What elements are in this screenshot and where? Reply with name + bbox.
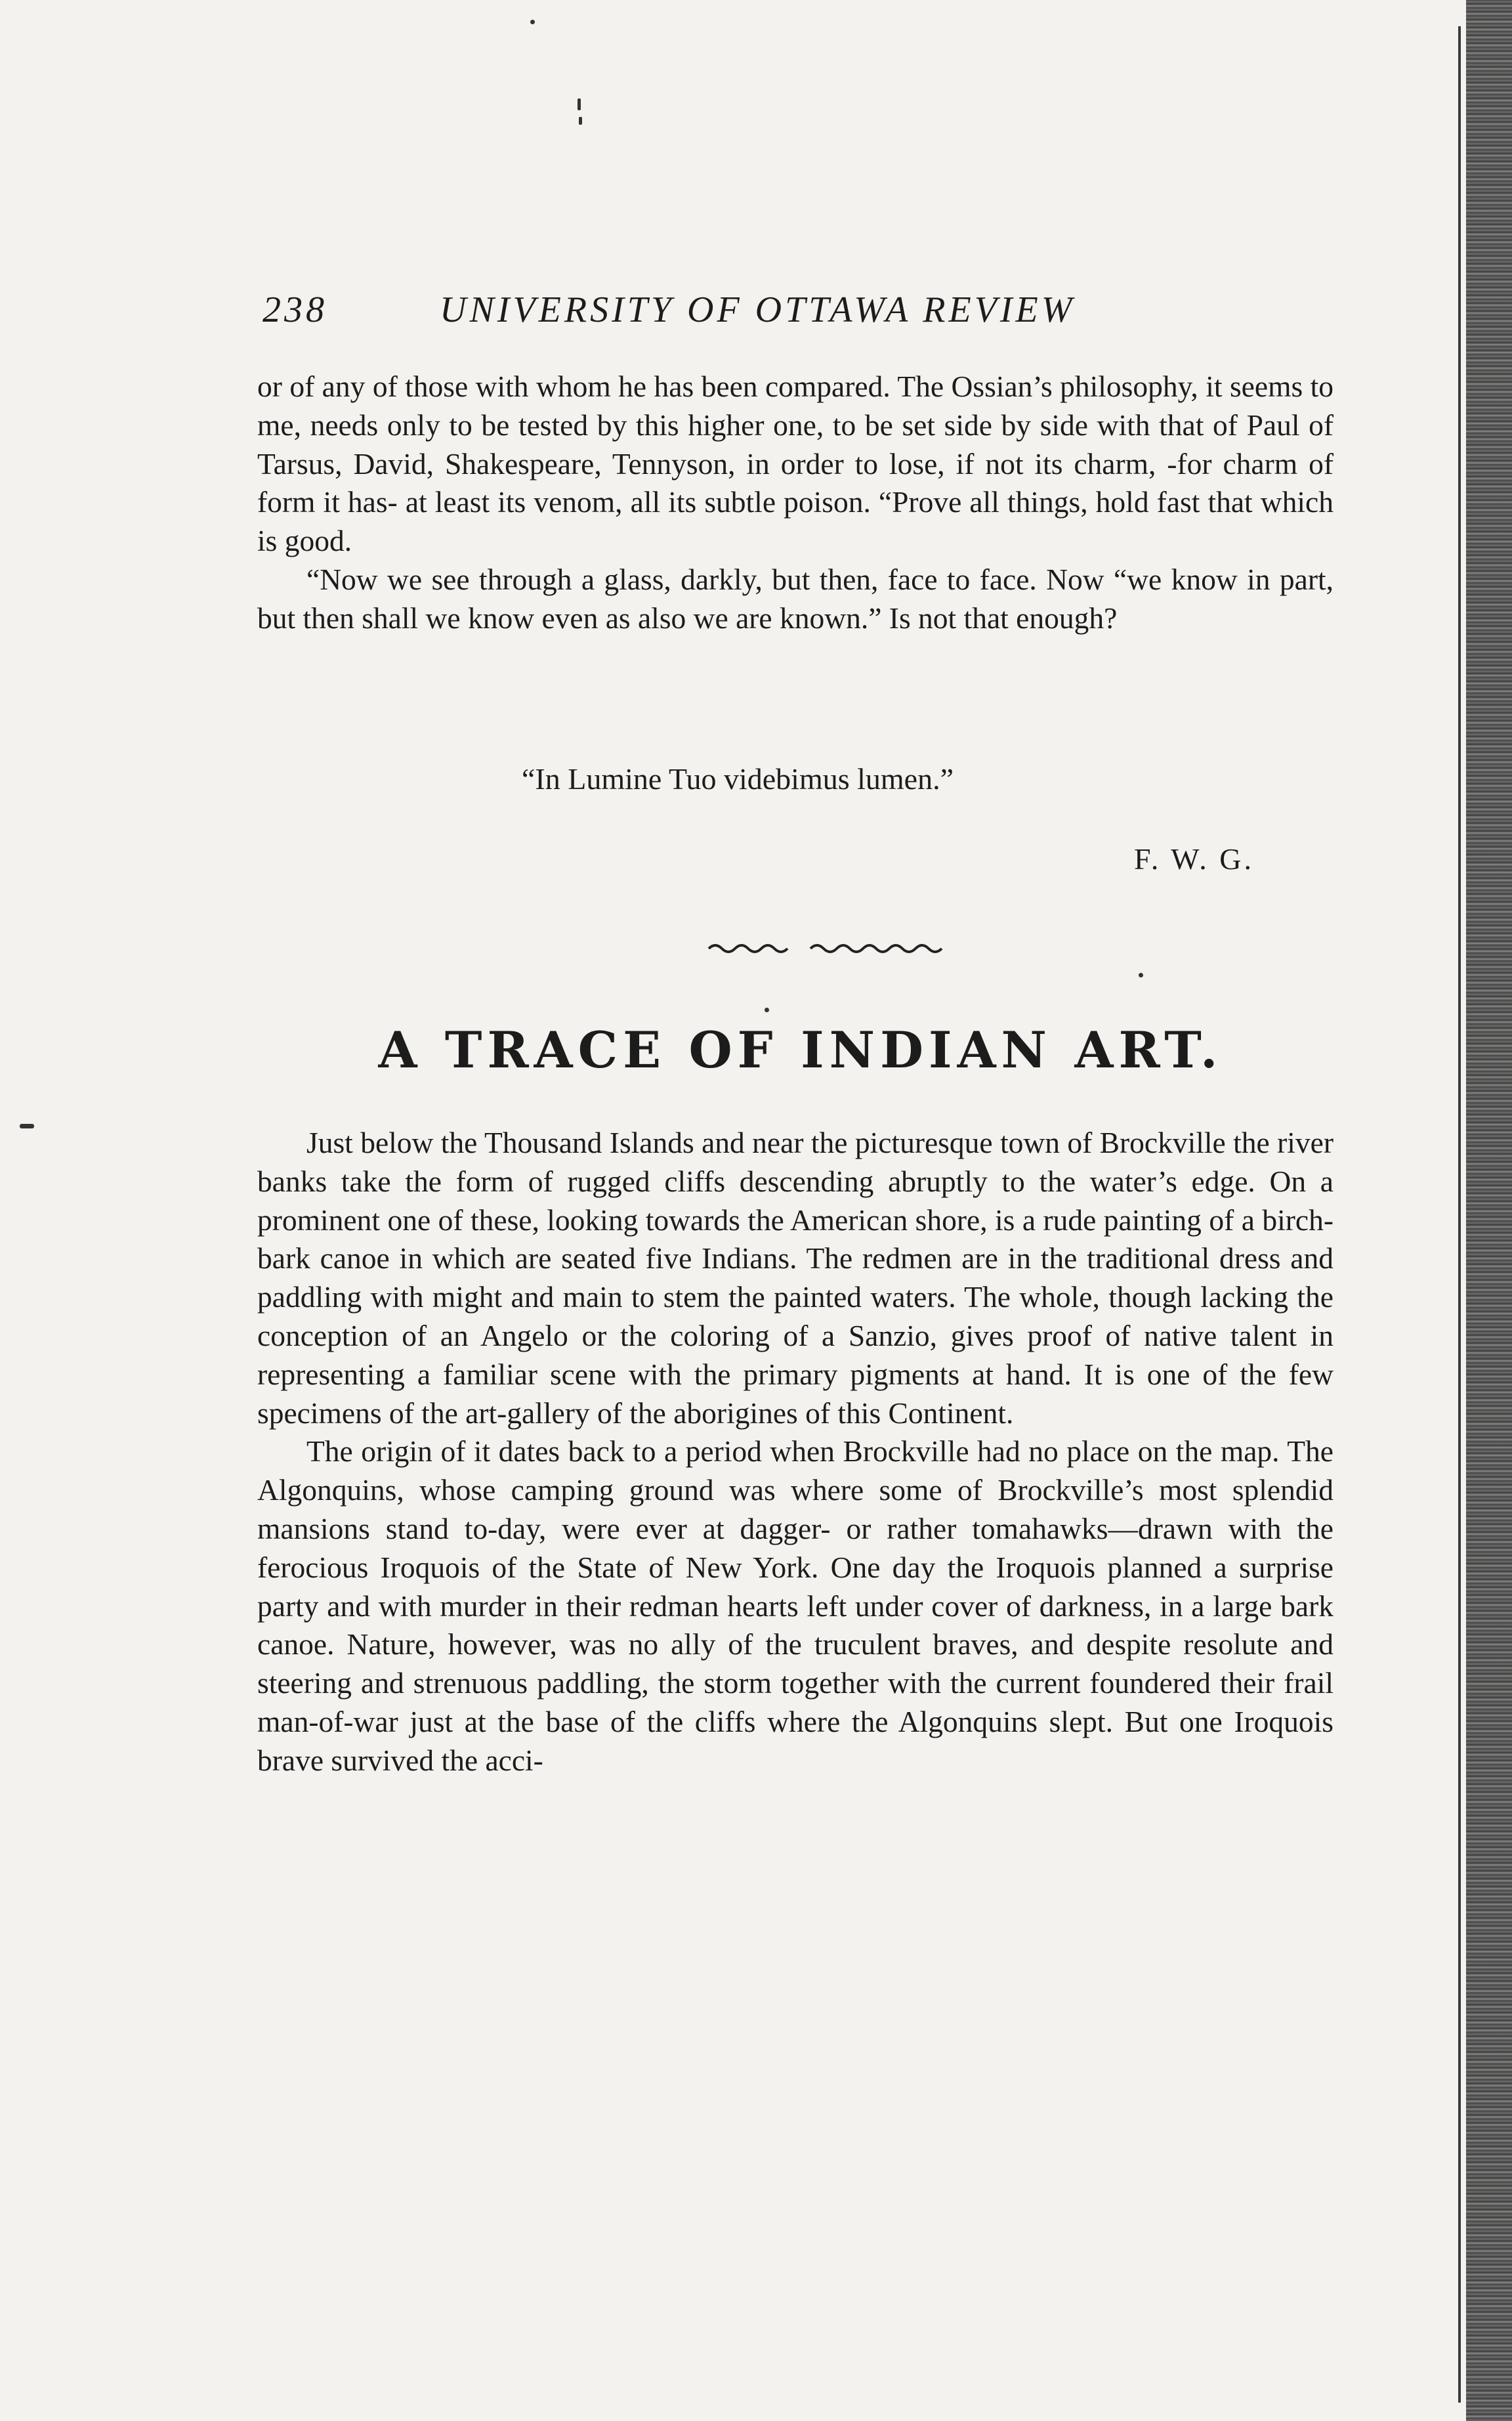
closing-paragraph-2: “Now we see through a glass, darkly, but then, face to face. Now “we know in part, but then shall we know even as also we are known.” Is not that enough? [257,562,1334,635]
ink-speck [1139,973,1143,977]
article-paragraph: The origin of it dates back to a period when Brockville had no place on the map. The Algonquins, whose camping ground was where some of Brockville’s most splendid mansions stand to-day, were ever at dagger- or rather tomahawks—drawn with the ferocious Iroquois of the State of New York. One day the Iroquois planned a surprise party and with murder in their redman hearts left under cover of darkness, in a large bark canoe. Nature, however, was no ally of the truculent braves, and despite resolute and steering and strenuous paddling, the storm together with the current foundered their frail man-of-war just at the base of the cliffs where the Algonquins slept. But one Iroquois brave survived the acci- [257,1434,1334,1777]
article-paragraph: Just below the Thousand Islands and near the picturesque town of Brockville the river banks take the form of rugged cliffs descending abruptly to the water’s edge. On a prominent one of these, looking towards the American shore, is a rude painting of a birch-bark canoe in which are seated five Indians. The redmen are in the traditional dress and paddling with might and main to stem the painted waters. The whole, though lacking the conception of an Angelo or the coloring of a Sanzio, gives proof of native talent in representing a familiar scene with the primary pigments at hand. It is one of the few specimens of the art-gallery of the aborigines of this Continent. [257,1126,1334,1430]
latin-quote: “In Lumine Tuo videbimus lumen.” [522,762,954,796]
closing-paragraph: or of any of those with whom he has been compared. The Ossian’s philosophy, it seems to me, needs only to be tested by this higher one, to be set side by side with that of Paul of Tarsus, David, Shakespeare, Tennyson, in order to lose, if not its charm, -for charm of form it has- at least its venom, all its subtle poison. “Prove all things, hold fast that which is good. [257,370,1334,558]
section-divider-ornament [705,939,948,958]
ink-speck [765,1008,769,1012]
ink-speck [20,1124,34,1128]
ink-speck [578,98,581,110]
author-initials: F. W. G. [1134,842,1254,876]
ink-speck [579,117,582,125]
article-body [257,1124,1334,1780]
article-title: A TRACE OF INDIAN ART. [378,1021,1223,1079]
journal-title: UNIVERSITY OF OTTAWA REVIEW [440,289,1076,330]
book-spine-edge [1466,0,1512,2421]
running-head [262,289,1326,341]
page-border-line [1458,26,1461,2403]
page-number: 238 [262,289,327,330]
closing-text-block [257,368,1334,638]
ink-speck [530,20,535,24]
